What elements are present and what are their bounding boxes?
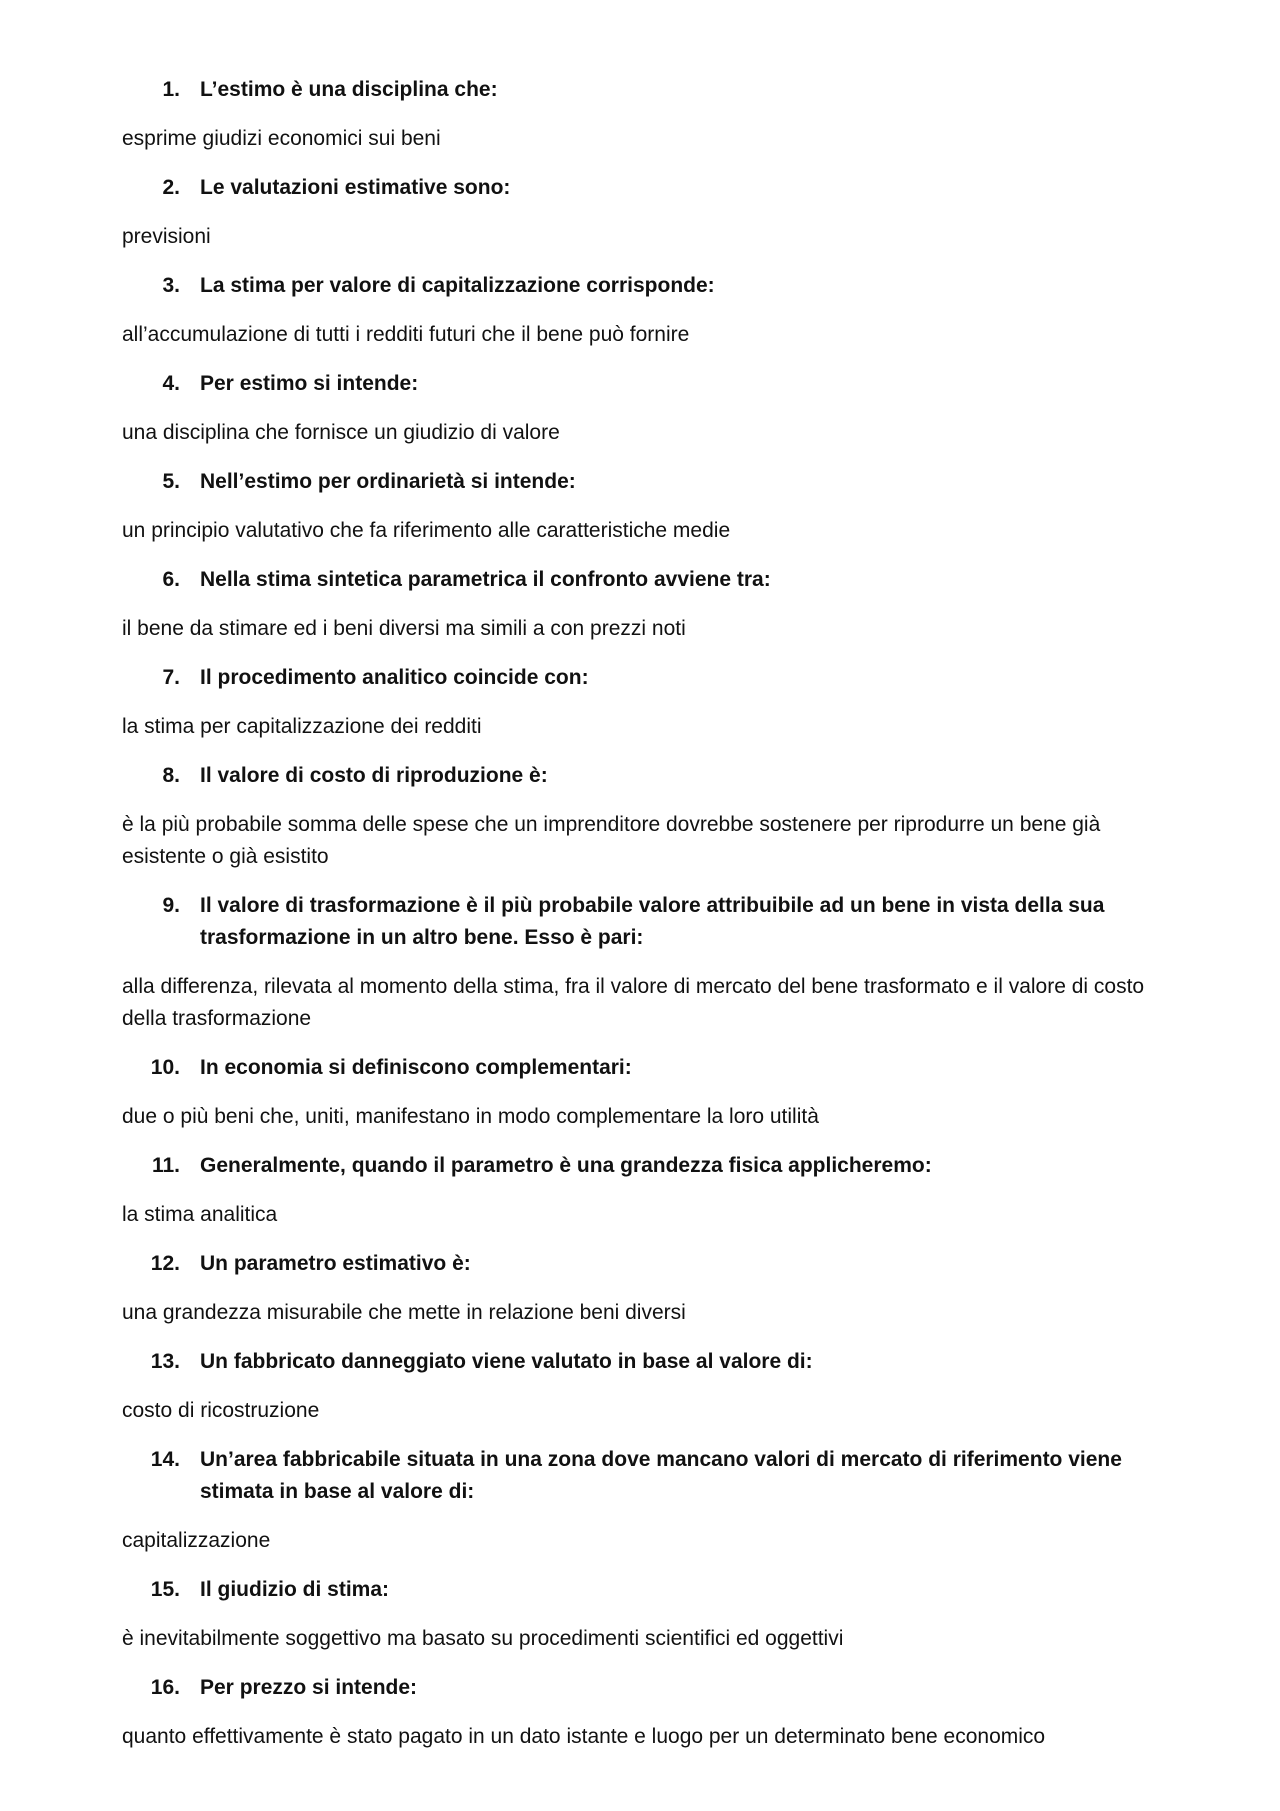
answer-text: è la più probabile somma delle spese che un imprenditore dovrebbe sostenere per riprodurre un bene già esistente o già esistito [122, 813, 1101, 868]
question-number: 6. [162, 568, 180, 591]
answer-text: due o più beni che, uniti, manifestano in modo complementare la loro utilità [122, 1105, 819, 1128]
question [122, 74, 1162, 106]
qa-item-8 [122, 760, 1162, 873]
question-text: Nell’estimo per ordinarietà si intende: [200, 470, 576, 493]
question-text: Un’area fabbricabile situata in una zona dove mancano valori di mercato di riferimento viene stimata in base al valore di: [200, 1448, 1122, 1503]
question [122, 368, 1162, 400]
question [122, 466, 1162, 498]
question [122, 1248, 1162, 1280]
question-text: Le valutazioni estimative sono: [200, 176, 511, 199]
qa-item-10 [122, 1052, 1162, 1133]
question-number: 7. [162, 666, 180, 689]
qa-item-12 [122, 1248, 1162, 1329]
question-text: Generalmente, quando il parametro è una grandezza fisica applicheremo: [200, 1154, 932, 1177]
question [122, 1052, 1162, 1084]
qa-item-5 [122, 466, 1162, 547]
question-text: Per estimo si intende: [200, 372, 419, 395]
answer-text: un principio valutativo che fa riferimento alle caratteristiche medie [122, 519, 731, 542]
question [122, 1444, 1162, 1508]
qa-item-9 [122, 890, 1162, 1035]
question-text: L’estimo è una disciplina che: [200, 78, 498, 101]
answer-text: costo di ricostruzione [122, 1399, 320, 1422]
question-number: 13. [150, 1350, 180, 1373]
answer-text: è inevitabilmente soggettivo ma basato su procedimenti scientifici ed oggettivi [122, 1627, 844, 1650]
question-number: 11. [151, 1154, 180, 1177]
question-text: Nella stima sintetica parametrica il confronto avviene tra: [200, 568, 771, 591]
question-text: Un fabbricato danneggiato viene valutato in base al valore di: [200, 1350, 813, 1373]
question-text: Il valore di trasformazione è il più probabile valore attribuibile ad un bene in vista della sua trasformazione in un altro bene. Esso è pari: [200, 894, 1105, 949]
question-number: 5. [162, 470, 180, 493]
qa-item-13 [122, 1346, 1162, 1427]
qa-item-7 [122, 662, 1162, 743]
question [122, 760, 1162, 792]
question [122, 1150, 1162, 1182]
qa-item-11 [122, 1150, 1162, 1231]
document-page [122, 74, 1162, 1770]
answer-text: quanto effettivamente è stato pagato in un dato istante e luogo per un determinato bene economico [122, 1725, 1046, 1748]
qa-item-6 [122, 564, 1162, 645]
answer-text: una disciplina che fornisce un giudizio di valore [122, 421, 560, 444]
qa-item-2 [122, 172, 1162, 253]
answer-text: la stima per capitalizzazione dei redditi [122, 715, 482, 738]
question-number: 4. [162, 372, 180, 395]
question-number: 1. [162, 78, 180, 101]
question [122, 662, 1162, 694]
question-text: La stima per valore di capitalizzazione corrisponde: [200, 274, 715, 297]
question-text: Il procedimento analitico coincide con: [200, 666, 589, 689]
answer-text: la stima analitica [122, 1203, 278, 1226]
question [122, 1346, 1162, 1378]
qa-item-14 [122, 1444, 1162, 1557]
question [122, 1574, 1162, 1606]
answer-text: capitalizzazione [122, 1529, 271, 1552]
question [122, 564, 1162, 596]
answer-text: previsioni [122, 225, 211, 248]
question-text: In economia si definiscono complementari: [200, 1056, 632, 1079]
question [122, 172, 1162, 204]
qa-item-1 [122, 74, 1162, 155]
qa-item-4 [122, 368, 1162, 449]
question [122, 1672, 1162, 1704]
question [122, 270, 1162, 302]
question-number: 12. [150, 1252, 180, 1275]
question [122, 890, 1162, 954]
question-number: 3. [162, 274, 180, 297]
question-text: Il valore di costo di riproduzione è: [200, 764, 548, 787]
question-number: 8. [162, 764, 180, 787]
question-number: 15. [150, 1578, 180, 1601]
question-number: 16. [150, 1676, 180, 1699]
question-text: Per prezzo si intende: [200, 1676, 418, 1699]
question-number: 2. [162, 176, 180, 199]
qa-item-3 [122, 270, 1162, 351]
answer-text: alla differenza, rilevata al momento della stima, fra il valore di mercato del bene trasformato e il valore di costo della trasformazione [122, 975, 1145, 1030]
question-number: 14. [150, 1448, 180, 1471]
answer-text: esprime giudizi economici sui beni [122, 127, 441, 150]
answer-text: il bene da stimare ed i beni diversi ma simili a con prezzi noti [122, 617, 686, 640]
question-number: 10. [150, 1056, 180, 1079]
question-text: Un parametro estimativo è: [200, 1252, 471, 1275]
answer-text: una grandezza misurabile che mette in relazione beni diversi [122, 1301, 686, 1324]
qa-item-15 [122, 1574, 1162, 1655]
answer-text: all’accumulazione di tutti i redditi futuri che il bene può fornire [122, 323, 690, 346]
qa-item-16 [122, 1672, 1162, 1753]
question-number: 9. [162, 894, 180, 917]
question-text: Il giudizio di stima: [200, 1578, 389, 1601]
